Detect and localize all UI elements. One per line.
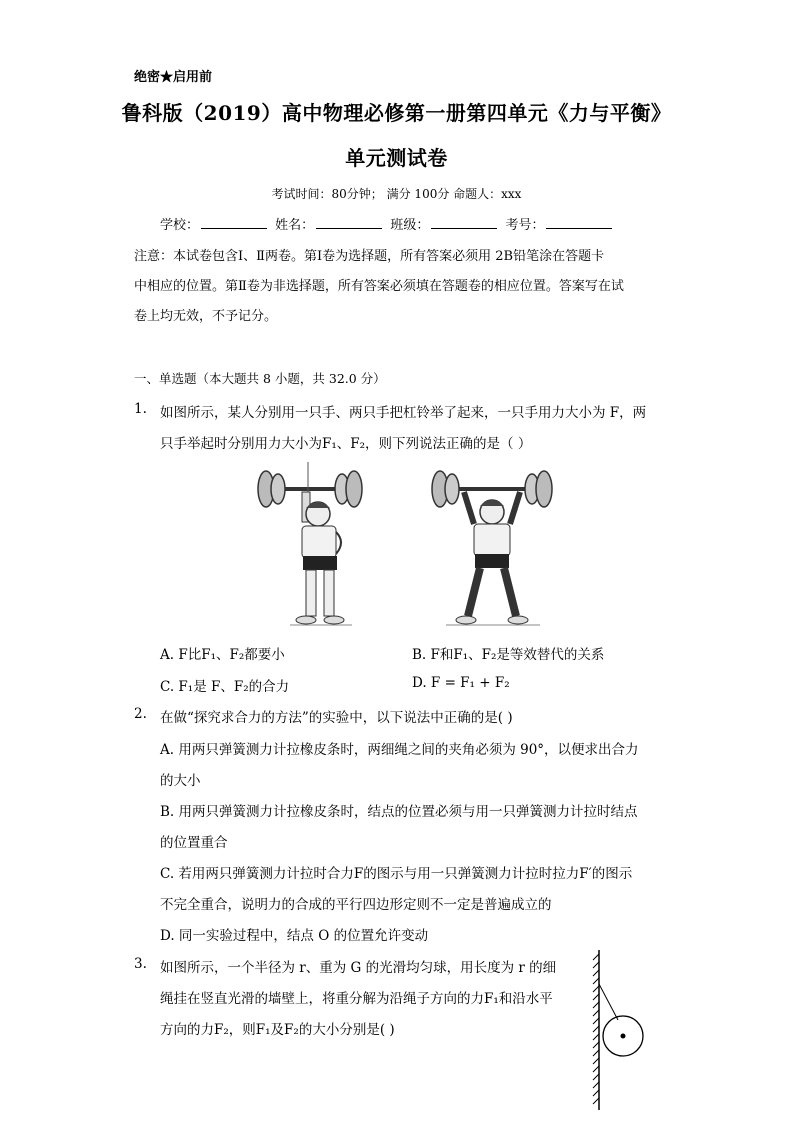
- student-fields: [160, 214, 616, 233]
- exam-title: 鲁科版（2019）高中物理必修第一册第四单元《力与平衡》: [121, 101, 672, 125]
- question-number: 3.: [134, 956, 147, 972]
- option-b-continued: 的位置重合: [160, 835, 228, 851]
- question-text: 只手举起时分别用力大小为F₁、F₂，则下列说法正确的是（ ）: [160, 436, 532, 452]
- field-class-label: 班级：: [390, 218, 430, 233]
- option-d[interactable]: D. 同一实验过程中，结点 O 的位置允许变动: [160, 928, 429, 944]
- question-text: 方向的力F₂，则F₁及F₂的大小分别是( ): [160, 1022, 395, 1038]
- ball-on-wall-figure: [585, 948, 655, 1113]
- option-a[interactable]: A. 用两只弹簧测力计拉橡皮条时，两细绳之间的夹角必须为 90°，以便求出合力: [160, 742, 639, 758]
- exam-info: 考试时间：80分钟； 满分 100分 命题人：xxx: [271, 187, 522, 201]
- question-number: 2.: [134, 706, 147, 722]
- option-c-continued: 不完全重合，说明力的合成的平行四边形定则不一定是普遍成立的: [160, 897, 552, 913]
- field-school-label: 学校：: [160, 218, 200, 233]
- two-hand-weightlifter-figure: [428, 462, 578, 632]
- exam-subtitle: 单元测试卷: [345, 146, 448, 170]
- field-id-blank[interactable]: [546, 216, 612, 229]
- option-d[interactable]: D. F = F₁ + F₂: [412, 675, 510, 691]
- option-a[interactable]: A. F比F₁、F₂都要小: [160, 647, 285, 663]
- option-b[interactable]: B. 用两只弹簧测力计拉橡皮条时，结点的位置必须与用一只弹簧测力计拉时结点: [160, 804, 638, 820]
- question-number: 1.: [134, 401, 147, 417]
- section-heading: 一、单选题（本大题共 8 小题，共 32.0 分）: [134, 371, 386, 386]
- notice-line: 中相应的位置。第Ⅱ卷为非选择题，所有答案必须填在答题卷的相应位置。答案写在试: [134, 279, 624, 294]
- field-name-blank[interactable]: [316, 216, 382, 229]
- notice-line: 注意：本试卷包含Ⅰ、Ⅱ两卷。第Ⅰ卷为选择题，所有答案必须用 2B铅笔涂在答题卡: [134, 249, 605, 264]
- question-text: 绳挂在竖直光滑的墙壁上，将重分解为沿绳子方向的力F₁和沿水平: [160, 991, 553, 1007]
- option-a-continued: 的大小: [160, 773, 201, 789]
- question-text: 在做“探究求合力的方法”的实验中，以下说法中正确的是( ): [160, 710, 513, 726]
- option-c[interactable]: C. 若用两只弹簧测力计拉时合力F的图示与用一只弹簧测力计拉时拉力F′的图示: [160, 866, 633, 882]
- notice-line: 卷上均无效，不予记分。: [134, 309, 278, 324]
- question-text: 如图所示，某人分别用一只手、两只手把杠铃举了起来，一只手用力大小为 F，两: [160, 405, 647, 421]
- field-school-blank[interactable]: [201, 216, 267, 229]
- field-class-blank[interactable]: [431, 216, 497, 229]
- option-c[interactable]: C. F₁是 F、F₂的合力: [160, 679, 290, 695]
- option-b[interactable]: B. F和F₁、F₂是等效替代的关系: [412, 647, 605, 663]
- secret-label: 绝密★启用前: [134, 70, 213, 85]
- field-name-label: 姓名：: [275, 218, 315, 233]
- question-text: 如图所示，一个半径为 r、重为 G 的光滑均匀球，用长度为 r 的细: [160, 960, 557, 976]
- field-id-label: 考号：: [505, 218, 545, 233]
